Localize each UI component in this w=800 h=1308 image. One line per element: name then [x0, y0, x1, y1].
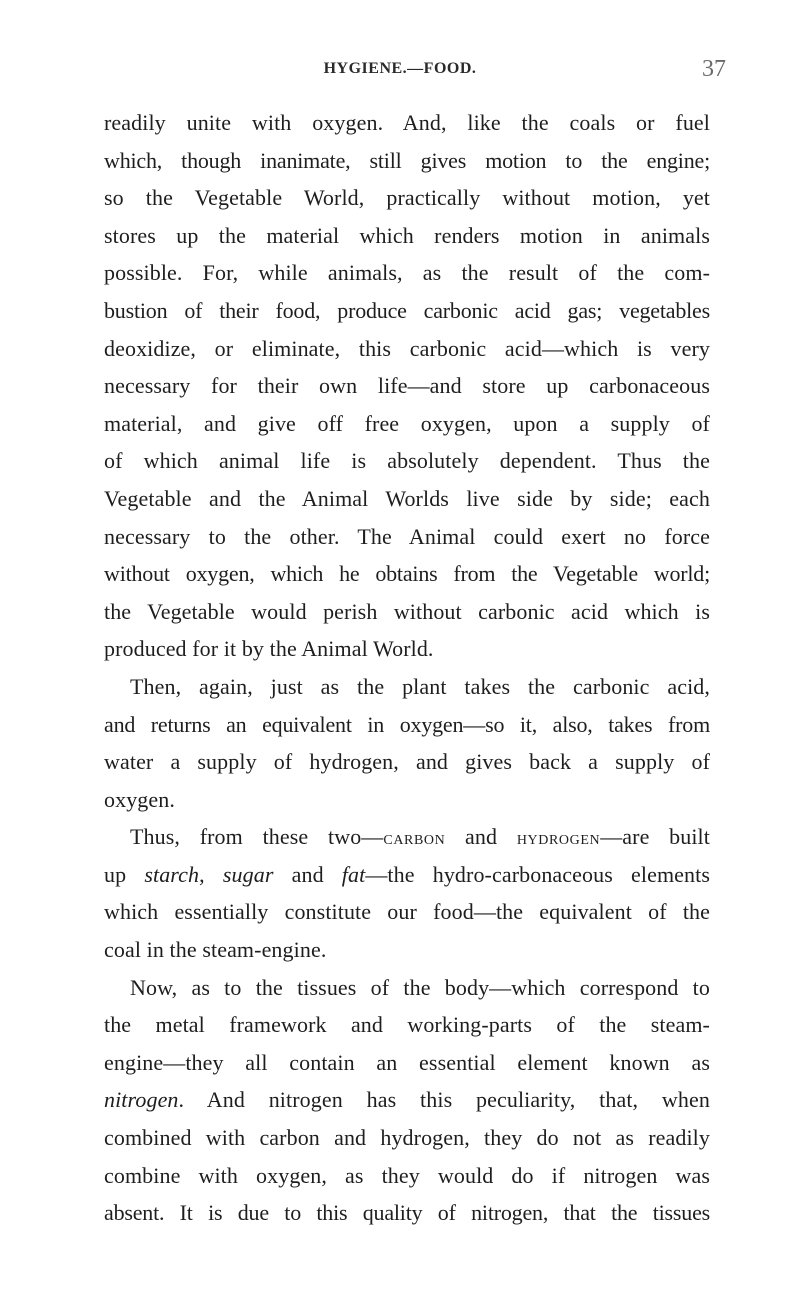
text-line: combine with oxygen, as they would do if nitrogen was [104, 1162, 710, 1188]
italic-term: sugar [222, 861, 274, 887]
italic-term: starch [144, 861, 200, 887]
text-line: readily unite with oxygen. And, like the coals or fuel [104, 110, 710, 135]
text-line: which, though inanimate, still gives motion to the engine; [104, 147, 710, 173]
text-line: Vegetable and the Animal Worlds live side by side; each [104, 485, 710, 511]
text-line: engine—they all contain an essential element known as [104, 1049, 710, 1075]
text-line: deoxidize, or eliminate, this carbonic acid—which is very [104, 335, 710, 361]
text-line: Then, again, just as the plant takes the carbonic acid, [130, 673, 710, 699]
text-line: coal in the steam-engine. [104, 937, 327, 963]
text-line [104, 856, 710, 894]
text-line: and returns an equivalent in oxygen—so it, also, takes from [104, 711, 710, 737]
body-text [104, 104, 710, 1232]
text-run: —are built [600, 824, 710, 850]
text-run: up [104, 861, 145, 887]
text-line: which essentially constitute our food—the equivalent of the [104, 899, 710, 925]
text-line: absent. It is due to this quality of nitrogen, that the tissues [104, 1200, 710, 1226]
text-line [104, 1081, 710, 1119]
text-line: Now, as to the tissues of the body—which correspond to [130, 974, 710, 1000]
running-title: HYGIENE.—FOOD. [323, 60, 477, 77]
text-line: without oxygen, which he obtains from the Vegetable world; [104, 561, 710, 587]
text-line: the metal framework and working-parts of the steam- [104, 1012, 710, 1038]
text-line: bustion of their food, produce carbonic acid gas; vegetables [104, 297, 710, 323]
text-run: and [445, 824, 517, 850]
text-line: the Vegetable would perish without carbonic acid which is [104, 598, 710, 624]
text-line: combined with carbon and hydrogen, they do not as readily [104, 1125, 710, 1151]
text-line: stores up the material which renders motion in animals [104, 222, 710, 248]
text-line: oxygen. [104, 786, 175, 812]
text-line: water a supply of hydrogen, and gives back a supply of [104, 749, 710, 775]
text-run: , [199, 861, 223, 887]
small-caps-term: hydrogen [516, 828, 601, 850]
text-line: so the Vegetable World, practically without motion, yet [104, 185, 710, 211]
text-run: —the hydro-carbonaceous elements [365, 861, 711, 887]
text-run: and [273, 861, 342, 887]
italic-term: nitrogen [104, 1087, 179, 1113]
text-line [104, 818, 710, 856]
italic-term: fat [341, 861, 366, 887]
small-caps-term: carbon [383, 828, 446, 850]
text-run: . And nitrogen has this peculiarity, that, when [178, 1087, 710, 1113]
text-line: produced for it by the Animal World. [104, 636, 434, 662]
text-line: material, and give off free oxygen, upon a supply of [104, 410, 710, 436]
text-line: possible. For, while animals, as the result of the com- [104, 260, 710, 286]
text-line: necessary to the other. The Animal could exert no force [104, 523, 710, 549]
text-run: Thus, from these two— [130, 824, 384, 850]
text-line: of which animal life is absolutely dependent. Thus the [104, 448, 710, 474]
text-line: necessary for their own life—and store up carbonaceous [104, 373, 710, 399]
page-number: 37 [702, 56, 726, 82]
running-header [0, 56, 800, 86]
